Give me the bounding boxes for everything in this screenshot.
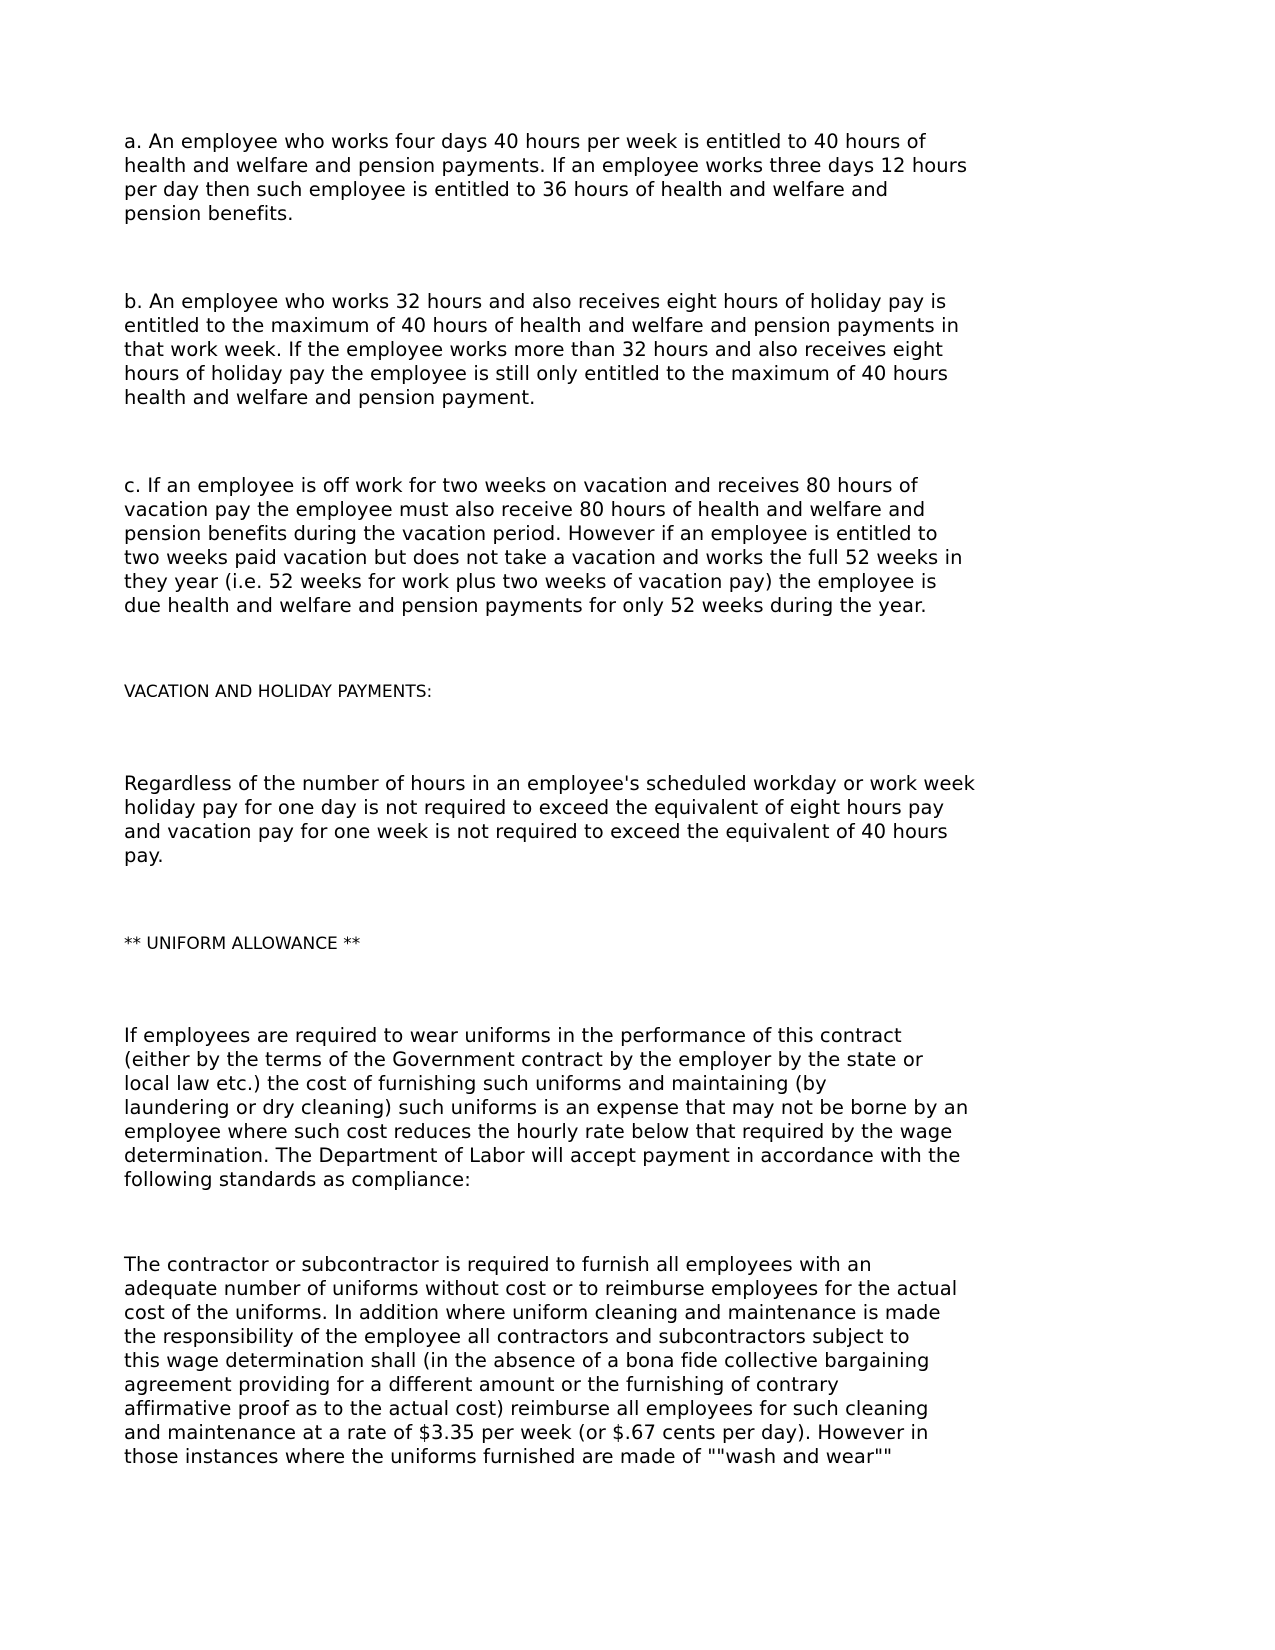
paragraph-uniform-allowance: If employees are required to wear uniforms in the performance of this contract (either by the terms of the Government contract by the employer by the state or local law etc.) the cost of furnishing such uniforms and maintaining (by laundering or dry cleaning) such uniforms is an expense that may not be borne by an employee where such cost reduces the hourly rate below that required by the wage determination. The Department of Labor will accept payment in accordance with the following standards as compliance: (124, 1024, 969, 1191)
paragraph-c: c. If an employee is off work for two weeks on vacation and receives 80 hours of vacation pay the employee must also receive 80 hours of health and welfare and pension benefits during the vacation period. However if an employee is entitled to two weeks paid vacation but does not take a vacation and works the full 52 weeks in they year (i.e. 52 weeks for work plus two weeks of vacation pay) the employee is due health and welfare and pension payments for only 52 weeks during the year. (124, 474, 963, 617)
heading-uniform-allowance: ** UNIFORM ALLOWANCE ** (124, 934, 361, 954)
paragraph-vacation-holiday: Regardless of the number of hours in an employee's scheduled workday or work week holiday pay for one day is not required to exceed the equivalent of eight hours pay and vacation pay for one week is not required to exceed the equivalent of 40 hours pay. (124, 772, 976, 867)
paragraph-b: b. An employee who works 32 hours and also receives eight hours of holiday pay is entitled to the maximum of 40 hours of health and welfare and pension payments in that work week. If the employee works more than 32 hours and also receives eight hours of holiday pay the employee is still only entitled to the maximum of 40 hours health and welfare and pension payment. (124, 290, 960, 409)
paragraph-contractor: The contractor or subcontractor is required to furnish all employees with an adequate number of uniforms without cost or to reimburse employees for the actual cost of the uniforms. In addition where uniform cleaning and maintenance is made the responsibility of the employee all contractors and subcontractors subject to this wage determination shall (in the absence of a bona fide collective bargaining agreement providing for a different amount or the furnishing of contrary affirmative proof as to the actual cost) reimburse all employees for such cleaning and maintenance at a rate of $3.35 per week (or $.67 cents per day). However in those instances where the uniforms furnished are made of ""wash and wear"" (124, 1253, 958, 1468)
heading-vacation-holiday: VACATION AND HOLIDAY PAYMENTS: (124, 682, 433, 702)
paragraph-a: a. An employee who works four days 40 hours per week is entitled to 40 hours of health and welfare and pension payments. If an employee works three days 12 hours per day then such employee is entitled to 36 hours of health and welfare and pension benefits. (124, 130, 968, 225)
